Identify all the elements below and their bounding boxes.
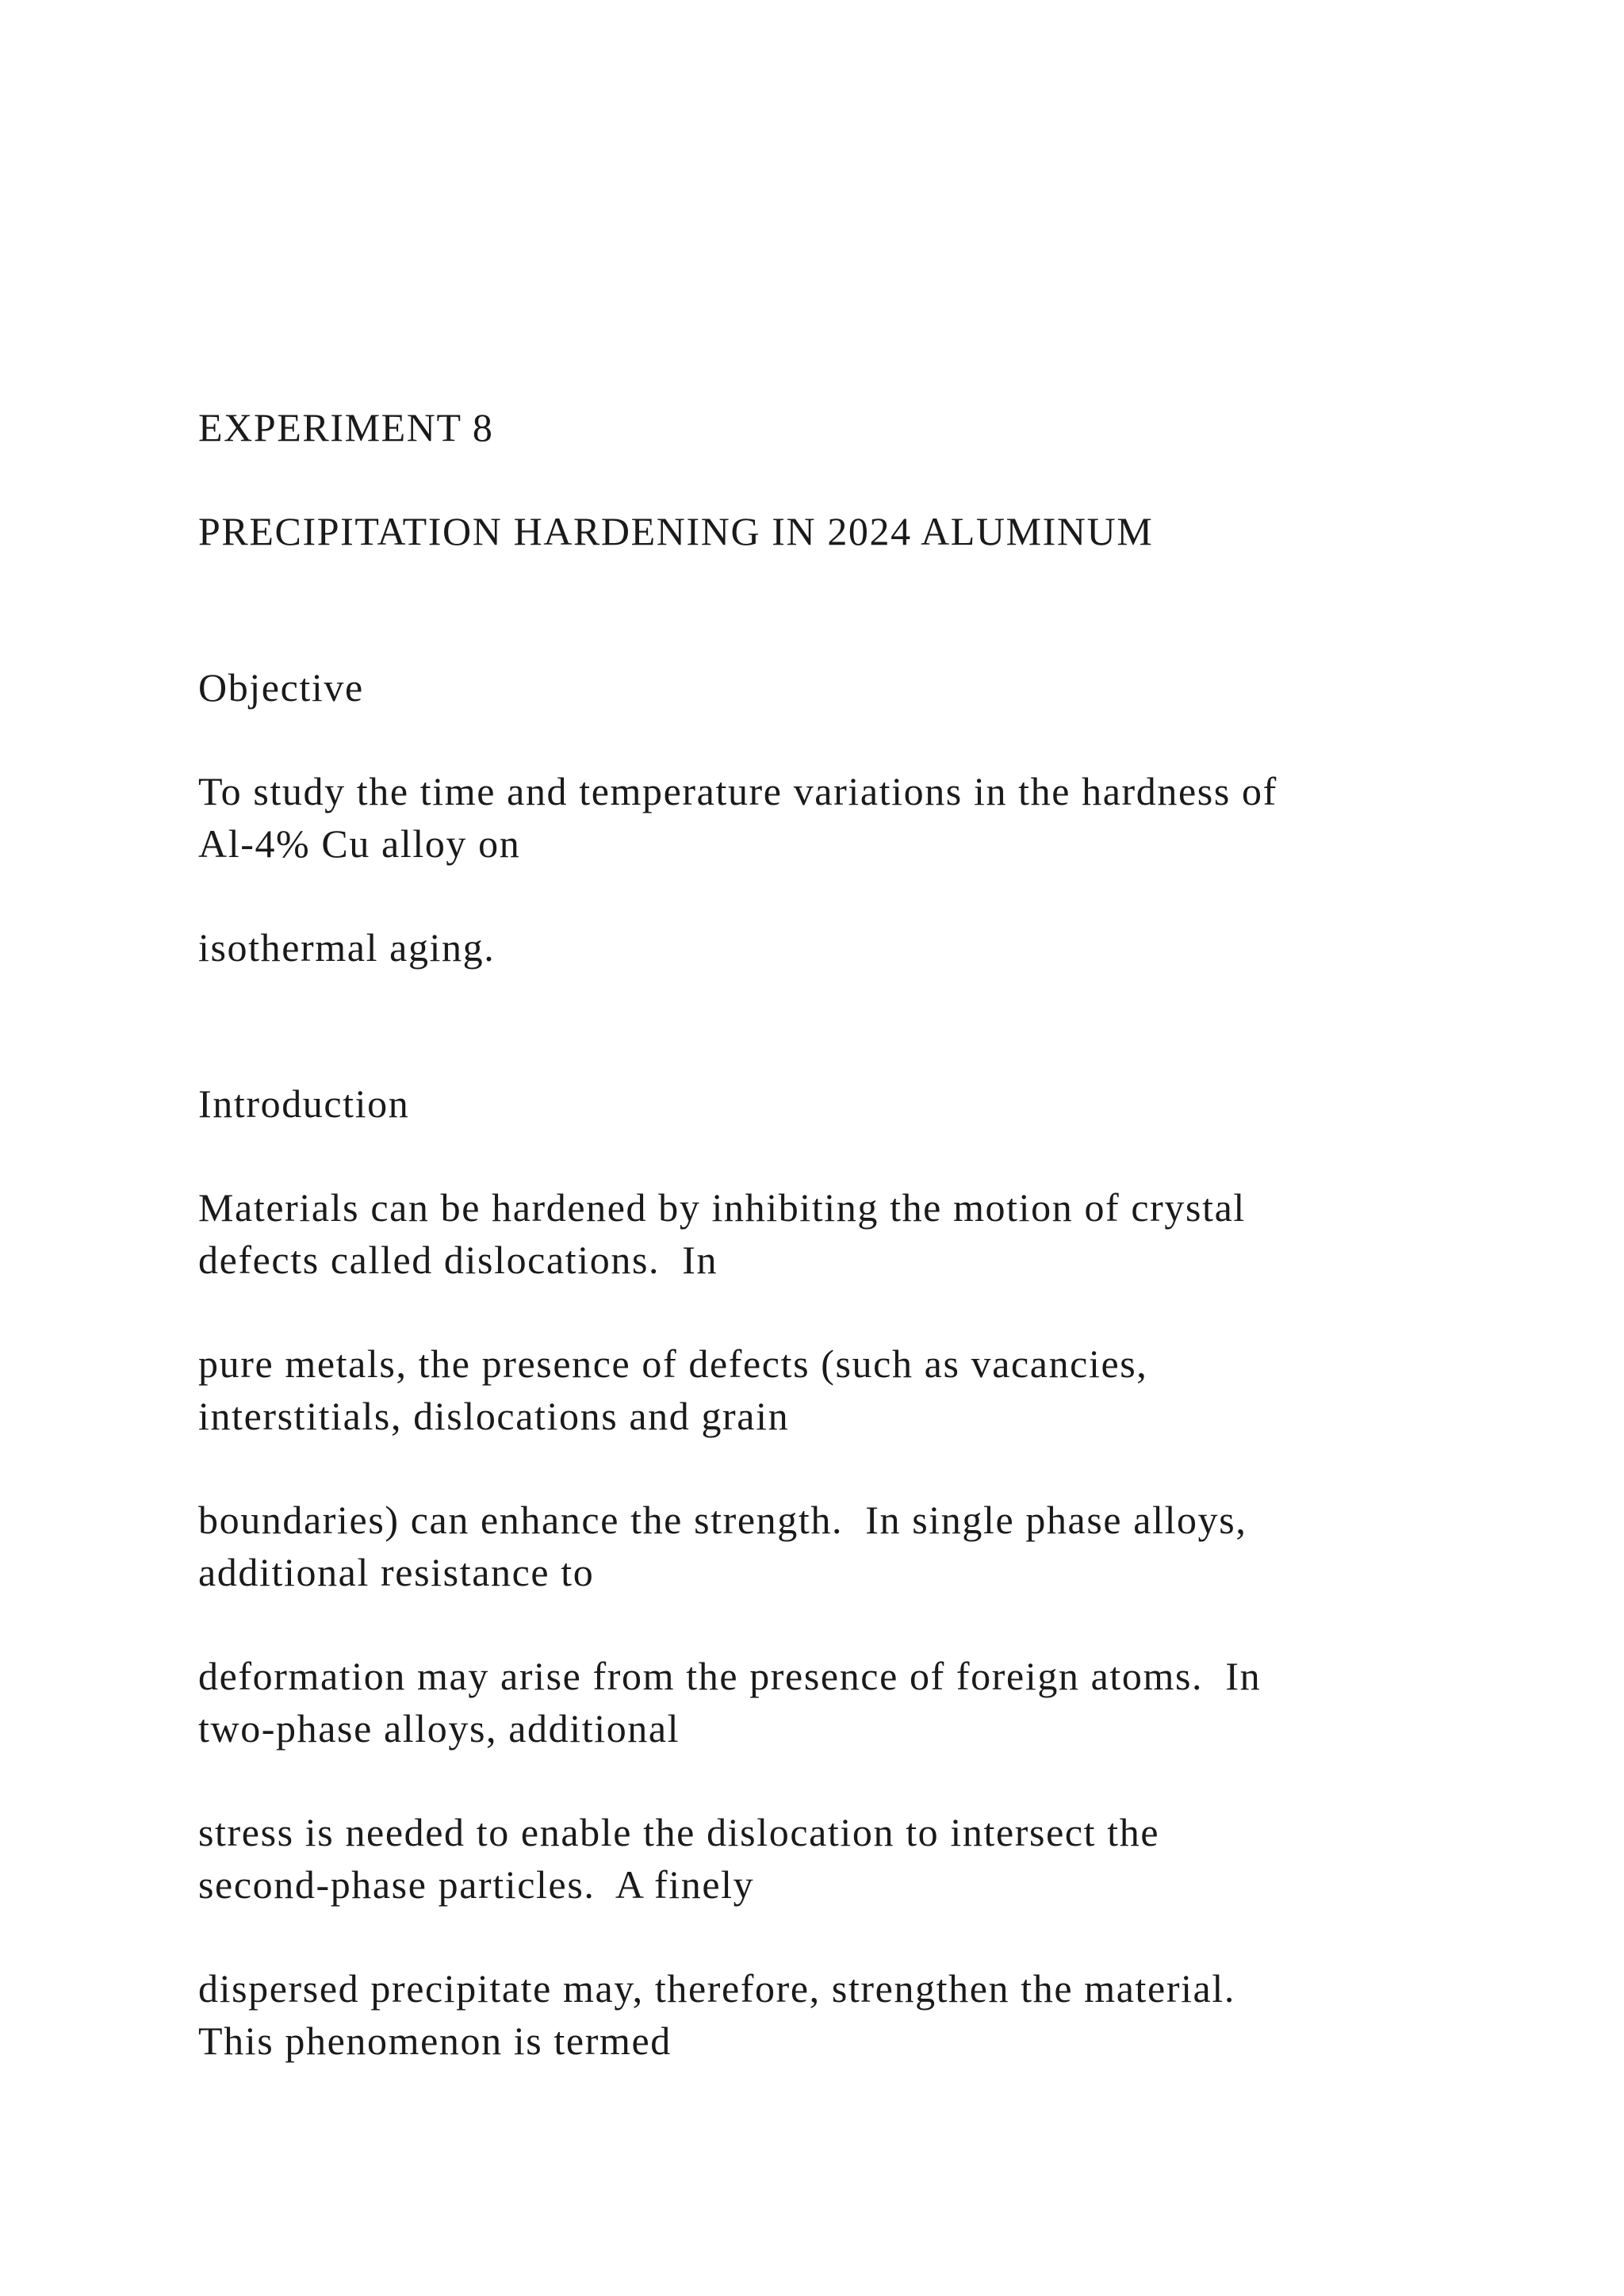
introduction-paragraph (198, 1962, 1483, 2067)
text-line: additional resistance to (198, 1550, 595, 1594)
text-line: To study the time and temperature variations in the hardness of (198, 769, 1277, 813)
experiment-title: EXPERIMENT 8 (198, 405, 494, 450)
text-line: boundaries) can enhance the strength. In single phase alloys, (198, 1498, 1247, 1542)
text-line: pure metals, the presence of defects (such as vacancies, (198, 1341, 1148, 1386)
objective-heading: Objective (198, 665, 364, 710)
introduction-paragraph (198, 1337, 1483, 1442)
introduction-paragraph (198, 1181, 1483, 1286)
text-line: isothermal aging. (198, 925, 496, 970)
text-line: Al-4% Cu alloy on (198, 821, 521, 866)
text-line: stress is needed to enable the dislocation to intersect the (198, 1810, 1160, 1854)
text-line: This phenomenon is termed (198, 2019, 672, 2063)
experiment-subtitle: PRECIPITATION HARDENING IN 2024 ALUMINUM (198, 509, 1154, 553)
document-body (198, 401, 1483, 2067)
text-line: two-phase alloys, additional (198, 1706, 680, 1751)
text-line: defects called dislocations. In (198, 1238, 718, 1282)
objective-paragraph (198, 765, 1483, 870)
introduction-paragraph (198, 1806, 1483, 1911)
text-line: dispersed precipitate may, therefore, strengthen the material. (198, 1966, 1235, 2011)
introduction-paragraph (198, 1650, 1483, 1755)
text-line: second-phase particles. A finely (198, 1862, 755, 1907)
introduction-paragraph (198, 1494, 1483, 1598)
text-line: deformation may arise from the presence of foreign atoms. In (198, 1654, 1262, 1698)
introduction-heading: Introduction (198, 1081, 410, 1126)
text-line: Materials can be hardened by inhibiting the motion of crystal (198, 1185, 1246, 1230)
text-line: interstitials, dislocations and grain (198, 1394, 790, 1438)
objective-paragraph (198, 921, 1483, 974)
